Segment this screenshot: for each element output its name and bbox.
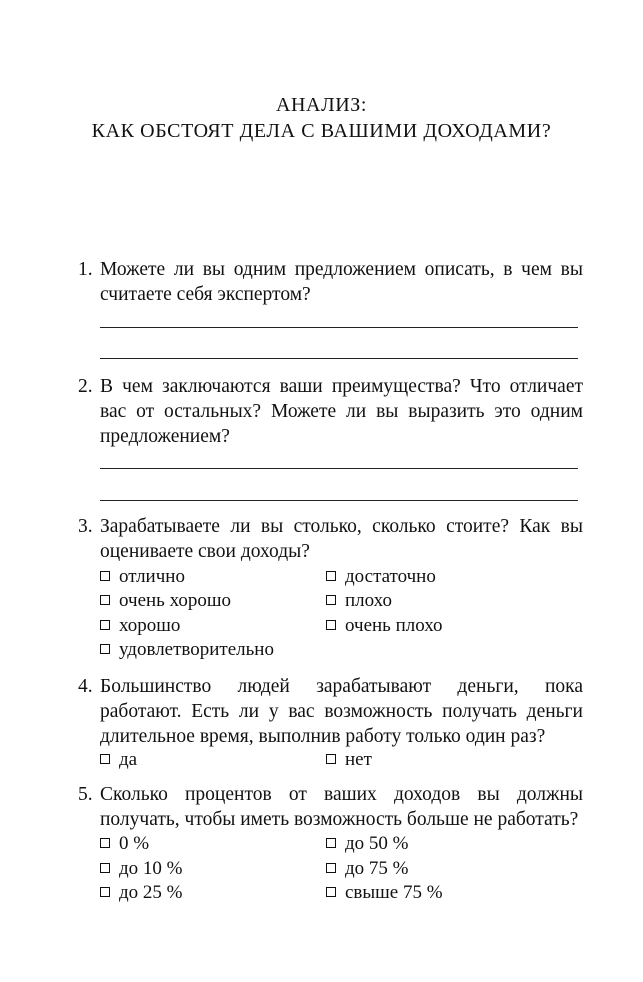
checkbox-option[interactable] xyxy=(100,832,149,856)
option-label: плохо xyxy=(345,590,392,611)
option-label: достаточно xyxy=(345,566,436,587)
checkbox-option[interactable] xyxy=(100,881,183,905)
checkbox-icon[interactable] xyxy=(100,644,110,654)
checkbox-option[interactable] xyxy=(326,589,392,613)
checkbox-option[interactable] xyxy=(326,881,443,905)
checkbox-option[interactable] xyxy=(326,614,443,638)
option-label: нет xyxy=(345,749,372,770)
option-label: до 10 % xyxy=(119,858,183,879)
answer-line-2a[interactable] xyxy=(100,468,578,469)
checkbox-option[interactable] xyxy=(100,565,185,589)
checkbox-option[interactable] xyxy=(100,614,180,638)
page-title-line-1: АНАЛИЗ: xyxy=(275,94,368,116)
checkbox-icon[interactable] xyxy=(326,571,336,581)
question-text: Можете ли вы одним предложением описать, в чем вы считаете себя экспертом? xyxy=(100,259,583,305)
option-label: отлично xyxy=(119,566,185,587)
checkbox-option[interactable] xyxy=(326,565,436,589)
checkbox-option[interactable] xyxy=(326,857,409,881)
checkbox-icon[interactable] xyxy=(100,595,110,605)
question-number: 2. xyxy=(78,376,93,397)
question-number: 3. xyxy=(78,516,93,537)
checkbox-icon[interactable] xyxy=(100,838,110,848)
checkbox-icon[interactable] xyxy=(100,571,110,581)
checkbox-icon[interactable] xyxy=(326,595,336,605)
answer-line-2b[interactable] xyxy=(100,500,578,501)
checkbox-icon[interactable] xyxy=(326,863,336,873)
question-text: Сколько процентов от ваших доходов вы должны получать, чтобы иметь возможность больше не работать? xyxy=(100,784,583,830)
checkbox-icon[interactable] xyxy=(326,887,336,897)
checkbox-icon[interactable] xyxy=(100,620,110,630)
checkbox-icon[interactable] xyxy=(326,620,336,630)
checkbox-icon[interactable] xyxy=(100,863,110,873)
option-label: до 75 % xyxy=(345,858,409,879)
question-number: 1. xyxy=(78,259,93,280)
option-label: свыше 75 % xyxy=(345,882,443,903)
question-text: В чем заключаются ваши преимущества? Что отличает вас от остальных? Можете ли вы выразить это одним предложением? xyxy=(100,376,583,447)
answer-line-1b[interactable] xyxy=(100,358,578,359)
question-4 xyxy=(78,674,583,749)
page-title-line-2: КАК ОБСТОЯТ ДЕЛА С ВАШИМИ ДОХОДАМИ? xyxy=(91,120,552,142)
option-label: хорошо xyxy=(119,615,181,636)
option-label: до 25 % xyxy=(119,882,183,903)
option-label: 0 % xyxy=(119,833,150,854)
checkbox-option[interactable] xyxy=(326,748,372,772)
question-number: 4. xyxy=(78,676,93,697)
checkbox-icon[interactable] xyxy=(326,754,336,764)
question-3 xyxy=(78,514,583,564)
option-label: очень хорошо xyxy=(119,590,231,611)
answer-line-1a[interactable] xyxy=(100,327,578,328)
checkbox-option[interactable] xyxy=(100,589,231,613)
checkbox-icon[interactable] xyxy=(100,887,110,897)
checkbox-icon[interactable] xyxy=(100,754,110,764)
checkbox-option[interactable] xyxy=(100,857,183,881)
option-label: до 50 % xyxy=(345,833,409,854)
question-5 xyxy=(78,782,583,832)
question-text: Зарабатываете ли вы столько, сколько стоите? Как вы оцениваете свои доходы? xyxy=(100,516,583,562)
option-label: да xyxy=(119,749,138,770)
option-label: очень плохо xyxy=(345,615,443,636)
question-text: Большинство людей зарабатывают деньги, пока работают. Есть ли у вас возможность получать деньги длительное время, выполнив работу только один раз? xyxy=(100,676,583,747)
option-label: удовлетворительно xyxy=(119,639,274,660)
checkbox-option[interactable] xyxy=(326,832,409,856)
question-2 xyxy=(78,374,583,449)
checkbox-option[interactable] xyxy=(100,638,274,662)
question-number: 5. xyxy=(78,784,93,805)
question-1 xyxy=(78,257,583,307)
checkbox-icon[interactable] xyxy=(326,838,336,848)
checkbox-option[interactable] xyxy=(100,748,137,772)
